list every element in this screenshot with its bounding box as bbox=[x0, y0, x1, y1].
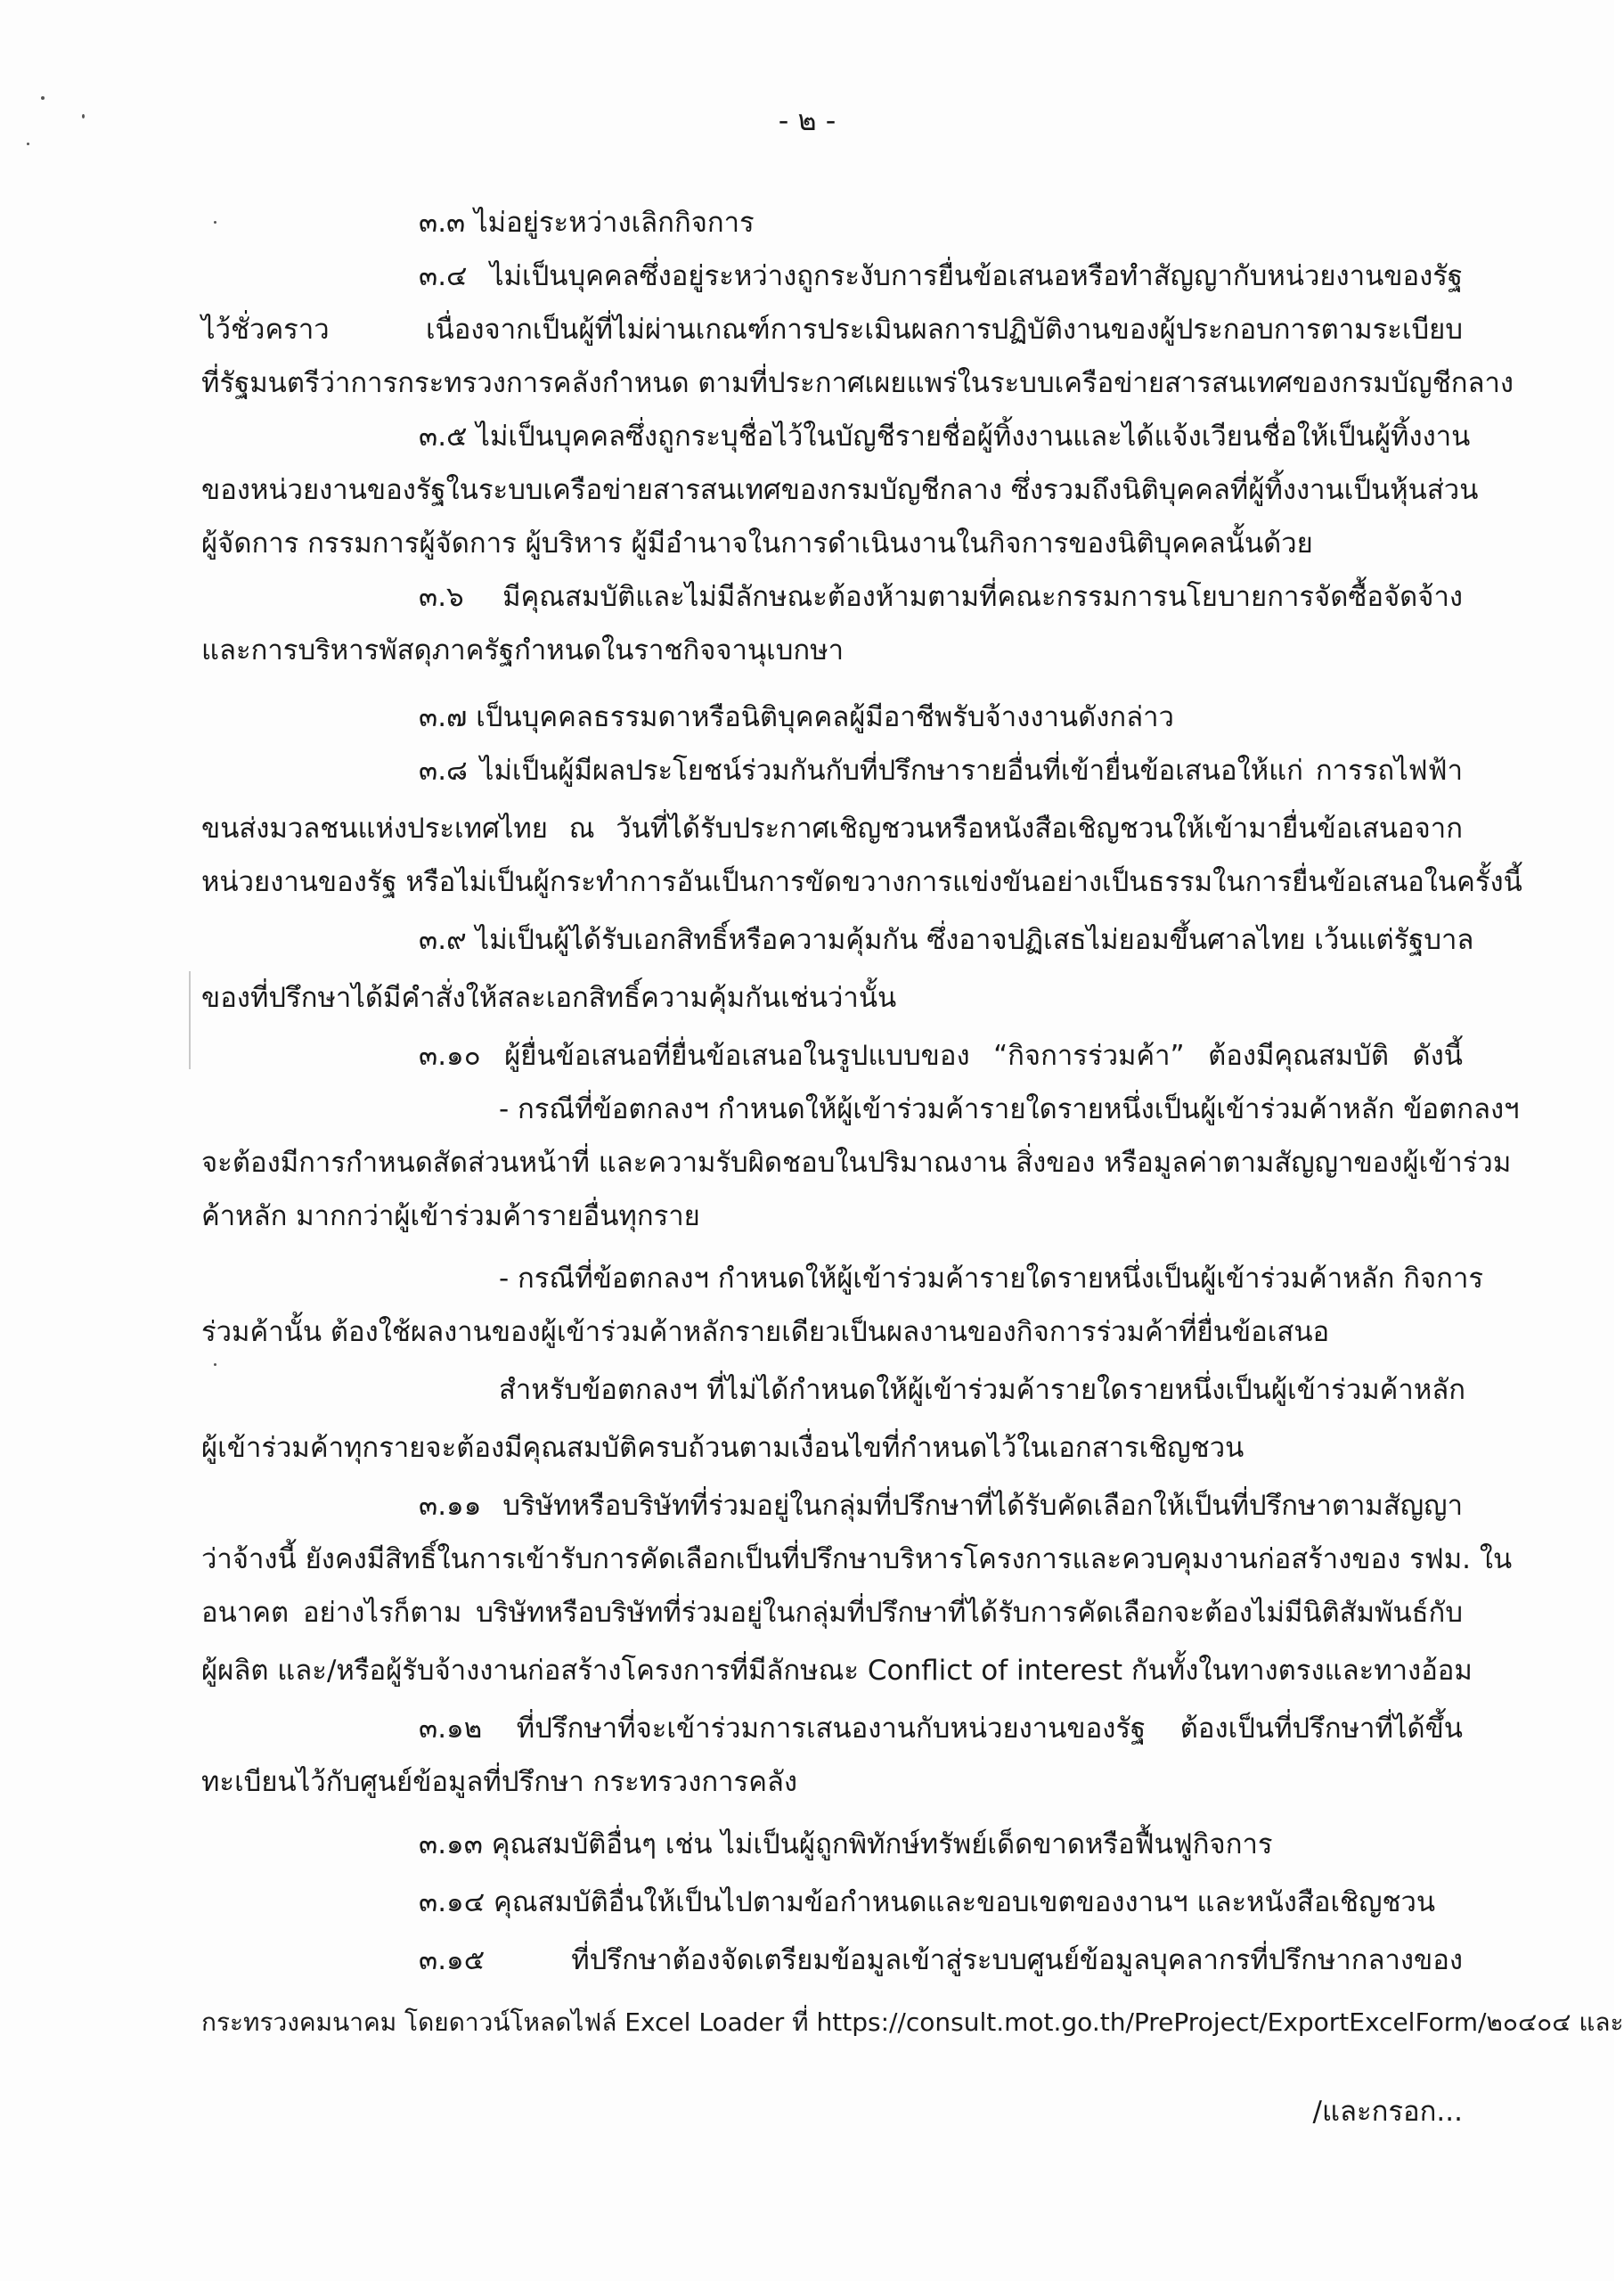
text-line: ผู้เข้าร่วมค้าทุกรายจะต้องมีคุณสมบัติครบถ้วนตามเงื่อนไขที่กำหนดไว้ในเอกสารเชิญชวน bbox=[201, 1432, 1245, 1464]
text-line: ๓.๑๕ ที่ปรึกษาต้องจัดเตรียมข้อมูลเข้าสู่ระบบศูนย์ข้อมูลบุคลากรที่ปรึกษากลางของ bbox=[419, 1944, 1463, 1976]
text-line: ร่วมค้านั้น ต้องใช้ผลงานของผู้เข้าร่วมค้าหลักรายเดียวเป็นผลงานของกิจการร่วมค้าที่ยื่นข้อเสนอ bbox=[201, 1316, 1330, 1348]
text-line: ว่าจ้างนี้ ยังคงมีสิทธิ์ในการเข้ารับการคัดเลือกเป็นที่ปรึกษาบริหารโครงการและควบคุมงานก่อสร้างของ รฟม. ใน bbox=[201, 1543, 1513, 1575]
text-line: ที่รัฐมนตรีว่าการกระทรวงการคลังกำหนด ตามที่ประกาศเผยแพร่ในระบบเครือข่ายสารสนเทศของกรมบัญชีกลาง bbox=[201, 367, 1514, 399]
text-line: ค้าหลัก มากกว่าผู้เข้าร่วมค้ารายอื่นทุกราย bbox=[201, 1200, 700, 1232]
text-line: หน่วยงานของรัฐ หรือไม่เป็นผู้กระทำการอันเป็นการขัดขวางการแข่งขันอย่างเป็นธรรมในการยื่นข้อเสนอในครั้งนี้ bbox=[201, 866, 1522, 898]
text-line: ของหน่วยงานของรัฐในระบบเครือข่ายสารสนเทศของกรมบัญชีกลาง ซึ่งรวมถึงนิติบุคคลที่ผู้ทิ้งงานเป็นหุ้นส่วน bbox=[201, 474, 1479, 506]
continuation-text: /และกรอก... bbox=[1312, 2096, 1463, 2128]
scan-margin-mark bbox=[189, 971, 191, 1069]
text-line: ผู้จัดการ กรรมการผู้จัดการ ผู้บริหาร ผู้มีอำนาจในการดำเนินงานในกิจการของนิติบุคคลนั้นด้วย bbox=[201, 527, 1313, 560]
scan-speck bbox=[27, 143, 29, 145]
text-line: ๓.๓ ไม่อยู่ระหว่างเลิกกิจการ bbox=[419, 207, 755, 239]
text-line: อนาคต อย่างไรก็ตาม บริษัทหรือบริษัทที่ร่วมอยู่ในกลุ่มที่ปรึกษาที่ได้รับการคัดเลือกจะต้องไม่มีนิติสัมพันธ์กับ bbox=[201, 1597, 1463, 1629]
text-line: ๓.๗ เป็นบุคคลธรรมดาหรือนิติบุคคลผู้มีอาชีพรับจ้างงานดังกล่าว bbox=[419, 701, 1174, 733]
text-line: สำหรับข้อตกลงฯ ที่ไม่ได้กำหนดให้ผู้เข้าร่วมค้ารายใดรายหนึ่งเป็นผู้เข้าร่วมค้าหลัก bbox=[499, 1374, 1466, 1406]
text-line: ๓.๑๑ บริษัทหรือบริษัทที่ร่วมอยู่ในกลุ่มที่ปรึกษาที่ได้รับคัดเลือกให้เป็นที่ปรึกษาตามสัญญา bbox=[419, 1490, 1463, 1522]
text-line-url: กระทรวงคมนาคม โดยดาวน์โหลดไฟล์ Excel Loader ที่ https://consult.mot.go.th/PreProject/ExportExcelForm/๒๐๔๐๔ และ bbox=[201, 2007, 1624, 2037]
text-line: ๓.๘ ไม่เป็นผู้มีผลประโยชน์ร่วมกันกับที่ปรึกษารายอื่นที่เข้ายื่นข้อเสนอให้แก่ การรถไฟฟ้า bbox=[419, 755, 1463, 787]
text-line: ๓.๔ ไม่เป็นบุคคลซึ่งอยู่ระหว่างถูกระงับการยื่นข้อเสนอหรือทำสัญญากับหน่วยงานของรัฐ bbox=[419, 260, 1463, 292]
text-line: ๓.๑๐ ผู้ยื่นข้อเสนอที่ยื่นข้อเสนอในรูปแบบของ “กิจการร่วมค้า” ต้องมีคุณสมบัติ ดังนี้ bbox=[419, 1040, 1463, 1072]
scan-speck bbox=[82, 114, 85, 119]
scan-speck bbox=[41, 96, 45, 100]
scan-speck bbox=[214, 221, 216, 224]
text-line: ๓.๑๒ ที่ปรึกษาที่จะเข้าร่วมการเสนองานกับหน่วยงานของรัฐ ต้องเป็นที่ปรึกษาที่ได้ขึ้น bbox=[419, 1713, 1463, 1745]
text-line: ๓.๑๓ คุณสมบัติอื่นๆ เช่น ไม่เป็นผู้ถูกพิทักษ์ทรัพย์เด็ดขาดหรือฟื้นฟูกิจการ bbox=[419, 1828, 1273, 1860]
text-line: และการบริหารพัสดุภาครัฐกำหนดในราชกิจจานุเบกษา bbox=[201, 634, 845, 666]
text-line: ทะเบียนไว้กับศูนย์ข้อมูลที่ปรึกษา กระทรวงการคลัง bbox=[201, 1766, 798, 1798]
text-line: ๓.๕ ไม่เป็นบุคคลซึ่งถูกระบุชื่อไว้ในบัญชีรายชื่อผู้ทิ้งงานและได้แจ้งเวียนชื่อให้เป็นผู้ทิ้งงาน bbox=[419, 421, 1471, 453]
text-line: ขนส่งมวลชนแห่งประเทศไทย ณ วันที่ได้รับประกาศเชิญชวนหรือหนังสือเชิญชวนให้เข้ามายื่นข้อเสนอจาก bbox=[201, 813, 1463, 845]
text-line: จะต้องมีการกำหนดสัดส่วนหน้าที่ และความรับผิดชอบในปริมาณงาน สิ่งของ หรือมูลค่าตามสัญญาของผู้เข้าร่วม bbox=[201, 1147, 1512, 1179]
text-line: ผู้ผลิต และ/หรือผู้รับจ้างงานก่อสร้างโครงการที่มีลักษณะ Conflict of interest กันทั้งในทางตรงและทางอ้อม bbox=[201, 1655, 1473, 1687]
text-line: ของที่ปรึกษาได้มีคำสั่งให้สละเอกสิทธิ์ความคุ้มกันเช่นว่านั้น bbox=[201, 982, 897, 1014]
scan-speck bbox=[214, 1363, 216, 1366]
text-line: ๓.๑๔ คุณสมบัติอื่นให้เป็นไปตามข้อกำหนดและขอบเขตของงานฯ และหนังสือเชิญชวน bbox=[419, 1886, 1436, 1918]
text-line: ไว้ชั่วคราว เนื่องจากเป็นผู้ที่ไม่ผ่านเกณฑ์การประเมินผลการปฏิบัติงานของผู้ประกอบการตามระเบียบ bbox=[201, 314, 1463, 346]
text-line: - กรณีที่ข้อตกลงฯ กำหนดให้ผู้เข้าร่วมค้ารายใดรายหนึ่งเป็นผู้เข้าร่วมค้าหลัก กิจการ bbox=[499, 1263, 1484, 1295]
text-line: ๓.๙ ไม่เป็นผู้ได้รับเอกสิทธิ์หรือความคุ้มกัน ซึ่งอาจปฏิเสธไม่ยอมขึ้นศาลไทย เว้นแต่รัฐบาล bbox=[419, 924, 1474, 956]
page-number: - ๒ - bbox=[778, 103, 836, 137]
text-line: ๓.๖ มีคุณสมบัติและไม่มีลักษณะต้องห้ามตามที่คณะกรรมการนโยบายการจัดซื้อจัดจ้าง bbox=[419, 581, 1463, 613]
text-line: - กรณีที่ข้อตกลงฯ กำหนดให้ผู้เข้าร่วมค้ารายใดรายหนึ่งเป็นผู้เข้าร่วมค้าหลัก ข้อตกลงฯ bbox=[499, 1093, 1520, 1125]
